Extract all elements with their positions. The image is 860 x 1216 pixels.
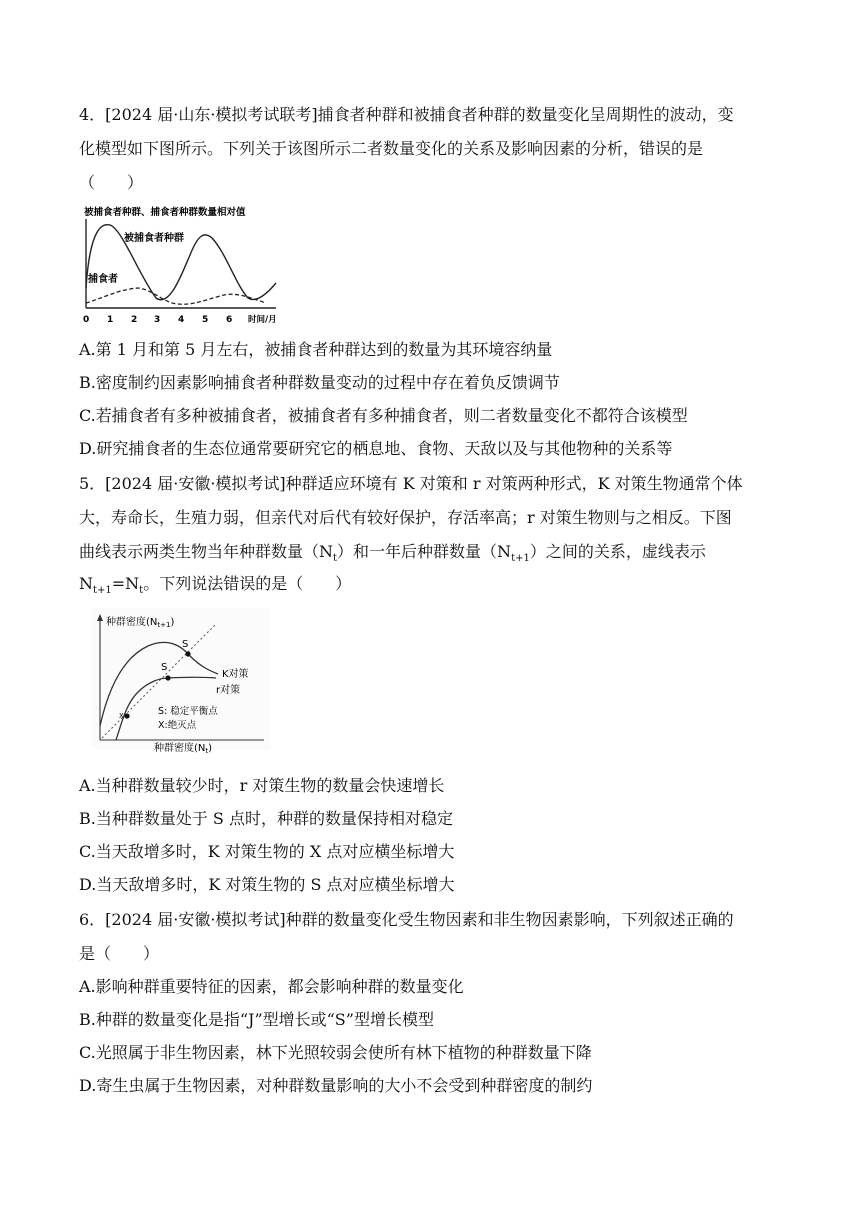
q4-stem-line3: （ ） [79,173,144,192]
q4-tick-1: 1 [107,315,114,325]
q4-predator-label: 捕食者 [88,274,118,285]
q5-x-point [124,713,129,718]
q4-option-b: B.密度制约因素影响捕食者种群数量变动的过程中存在着负反馈调节 [79,373,560,392]
q5-legend-x: X:绝灭点 [158,720,197,731]
q5-legend-s: S: 稳定平衡点 [158,706,218,717]
q5-option-d: D.当天敌增多时，K 对策生物的 S 点对应横坐标增大 [79,875,455,894]
q5-k-s-point [185,651,190,656]
q4-tick-2: 2 [131,315,138,325]
q4-tick-3: 3 [154,315,161,325]
q5-option-a: A.当种群数量较少时，r 对策生物的数量会快速增长 [79,776,445,795]
q4-predator-curve [86,288,266,304]
q5-x-point-label: X [119,712,124,720]
q4-fig-ylabel: 被捕食者种群、捕食者种群数量相对值 [84,207,246,218]
q5-r-label: r对策 [216,685,241,696]
q5-option-c: C.当天敌增多时，K 对策生物的 X 点对应横坐标增大 [79,842,455,861]
q6-option-b: B.种群的数量变化是指“J”型增长或“S”型增长模型 [79,1010,434,1029]
q4-tick-4: 4 [178,315,185,325]
q4-option-c: C.若捕食者有多种被捕食者，被捕食者有多种捕食者，则二者数量变化不都符合该模型 [79,406,688,425]
q5-s-lower-label: S [161,662,168,673]
q4-tick-0: 0 [83,315,90,325]
q5-k-r-strategy-figure [92,608,270,755]
q5-fig-xlabel: 种群密度$(N_t)$ [154,743,213,755]
q5-option-b: B.当种群数量处于 S 点时，种群的数量保持相对稳定 [79,809,453,828]
q5-stem-line3: 曲线表示两类生物当年种群数量$(N_t)$和一年后种群数量$(N_{t+1})$之间的关系，虚线表示 [79,542,706,565]
q5-fig-ylabel: 种群密度$(N_{t+1})$ [106,617,175,629]
q5-r-s-point [165,675,170,680]
q4-option-d: D.研究捕食者的生态位通常要研究它的栖息地、食物、天敌以及与其他物种的关系等 [79,439,673,458]
q4-tick-5: 5 [202,315,209,325]
q5-stem-line1: 5．[2024 届·安徽·模拟考试]种群适应环境有 K 对策和 r 对策两种形式，K 对策生物通常个体 [79,474,743,493]
q4-prey-label: 被捕食者种群 [124,233,184,244]
q6-option-c: C.光照属于非生物因素，林下光照较弱会使所有林下植物的种群数量下降 [79,1043,592,1062]
q4-predator-prey-figure [80,203,285,328]
q6-option-a: A.影响种群重要特征的因素，都会影响种群的数量变化 [79,977,464,996]
q4-stem-line1: 4．[2024 届·山东·模拟考试联考]捕食者种群和被捕食者种群的数量变化呈周期性的波动，变 [79,105,734,124]
q4-tick-6: 6 [226,315,233,325]
q6-option-d: D.寄生虫属于生物因素，对种群数量影响的大小不会受到种群密度的制约 [79,1076,593,1095]
q4-stem-line2: 化模型如下图所示。下列关于该图所示二者数量变化的关系及影响因素的分析，错误的是 [79,139,704,158]
q5-stem-line2: 大，寿命长，生殖力弱，但亲代对后代有较好保护，存活率高；r 对策生物则与之相反。下图 [79,508,732,527]
q4-option-a: A.第 1 月和第 5 月左右，被捕食者种群达到的数量为其环境容纳量 [79,340,553,359]
q5-stem-line4: $N_{t+1}=N_t$。下列说法错误的是（ ） [79,574,352,597]
q6-stem-line1: 6．[2024 届·安徽·模拟考试]种群的数量变化受生物因素和非生物因素影响，下列叙述正确的 [79,910,734,929]
q5-s-upper-label: S [182,639,189,650]
q6-stem-line2: 是（ ） [79,944,160,963]
q5-k-label: K对策 [222,669,249,680]
q4-fig-xlabel: 时间/月 [248,315,277,325]
